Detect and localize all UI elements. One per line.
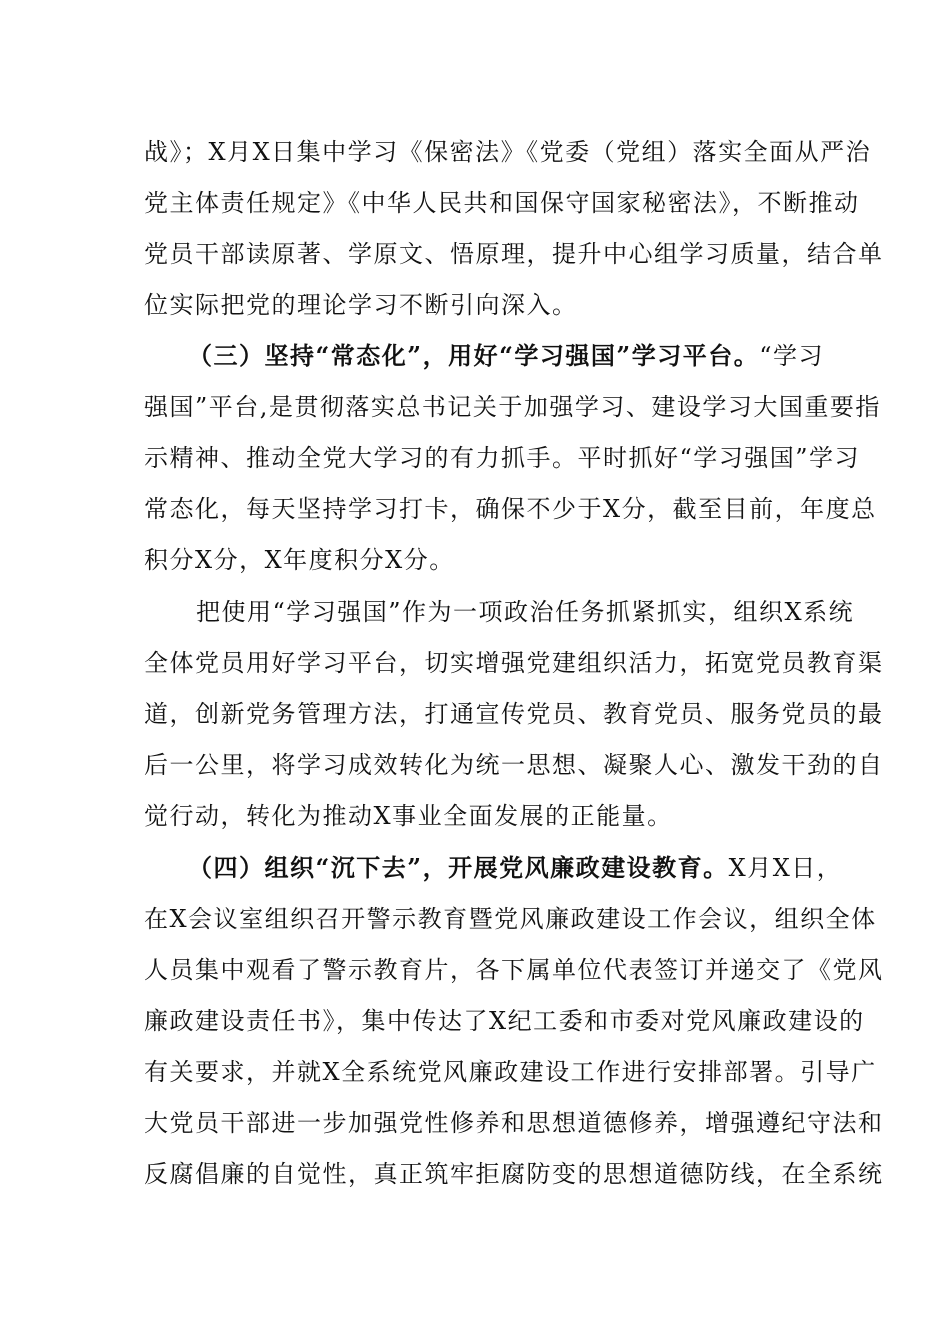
line-text: 位实际把党的理论学习不断引向深入。 xyxy=(144,291,578,319)
line-text: 在X会议室组织召开警示教育暨党风廉政建设工作会议，组织全体 xyxy=(144,905,877,933)
line-text: 党主体责任规定》《中华人民共和国保守国家秘密法》，不断推动 xyxy=(144,189,860,217)
line-text: 示精神、推动全党大学习的有力抓手。平时抓好“学习强国”学习 xyxy=(144,444,861,472)
line-text: 把使用“学习强国”作为一项政治任务抓紧抓实，组织X系统 xyxy=(196,598,855,626)
line-text: 后一公里，将学习成效转化为统一思想、凝聚人心、激发干劲的自 xyxy=(144,751,884,779)
body-line xyxy=(0,950,950,990)
line-text: 人员集中观看了警示教育片，各下属单位代表签订并递交了《党风 xyxy=(144,956,884,984)
body-line xyxy=(0,1103,950,1143)
line-text: 觉行动，转化为推动X事业全面发展的正能量。 xyxy=(144,802,673,830)
body-line xyxy=(0,592,950,632)
line-text: 强国”平台,是贯彻落实总书记关于加强学习、建设学习大国重要指 xyxy=(144,393,881,421)
body-line xyxy=(0,694,950,734)
body-line xyxy=(0,1001,950,1041)
section-heading-line xyxy=(0,848,950,888)
body-line xyxy=(0,285,950,325)
line-text: X月X日， xyxy=(728,854,843,882)
section-heading-3: （三）坚持“常态化”，用好“学习强国”学习平台。 xyxy=(188,341,760,370)
body-line xyxy=(0,1052,950,1092)
line-text: 战》；X月X日集中学习《保密法》《党委（党组）落实全面从严治 xyxy=(144,138,872,166)
line-text: 全体党员用好学习平台，切实增强党建组织活力，拓宽党员教育渠 xyxy=(144,649,884,677)
section-heading-4: （四）组织“沉下去”，开展党风廉政建设教育。 xyxy=(188,853,729,882)
body-line xyxy=(0,183,950,223)
line-text: 大党员干部进一步加强党性修养和思想道德修养，增强遵纪守法和 xyxy=(144,1109,884,1137)
line-text: 党员干部读原著、学原文、悟原理，提升中心组学习质量，结合单 xyxy=(144,240,884,268)
line-text: 有关要求，并就X全系统党风廉政建设工作进行安排部署。引导广 xyxy=(144,1058,877,1086)
body-line xyxy=(0,1154,950,1194)
body-line xyxy=(0,438,950,478)
line-text: 廉政建设责任书》，集中传达了X纪工委和市委对党风廉政建设的 xyxy=(144,1007,865,1035)
line-text: “学习 xyxy=(759,342,824,370)
body-line xyxy=(0,643,950,683)
body-line xyxy=(0,540,950,580)
body-line xyxy=(0,796,950,836)
line-text: 积分X分，X年度积分X分。 xyxy=(144,546,455,574)
body-line xyxy=(0,234,950,274)
body-line xyxy=(0,489,950,529)
body-line xyxy=(0,132,950,172)
body-line xyxy=(0,899,950,939)
body-line xyxy=(0,387,950,427)
line-text: 道，创新党务管理方法，打通宣传党员、教育党员、服务党员的最 xyxy=(144,700,884,728)
body-line xyxy=(0,745,950,785)
line-text: 反腐倡廉的自觉性，真正筑牢拒腐防变的思想道德防线，在全系统 xyxy=(144,1160,884,1188)
line-text: 常态化，每天坚持学习打卡，确保不少于X分，截至目前，年度总 xyxy=(144,495,877,523)
section-heading-line xyxy=(0,336,950,376)
